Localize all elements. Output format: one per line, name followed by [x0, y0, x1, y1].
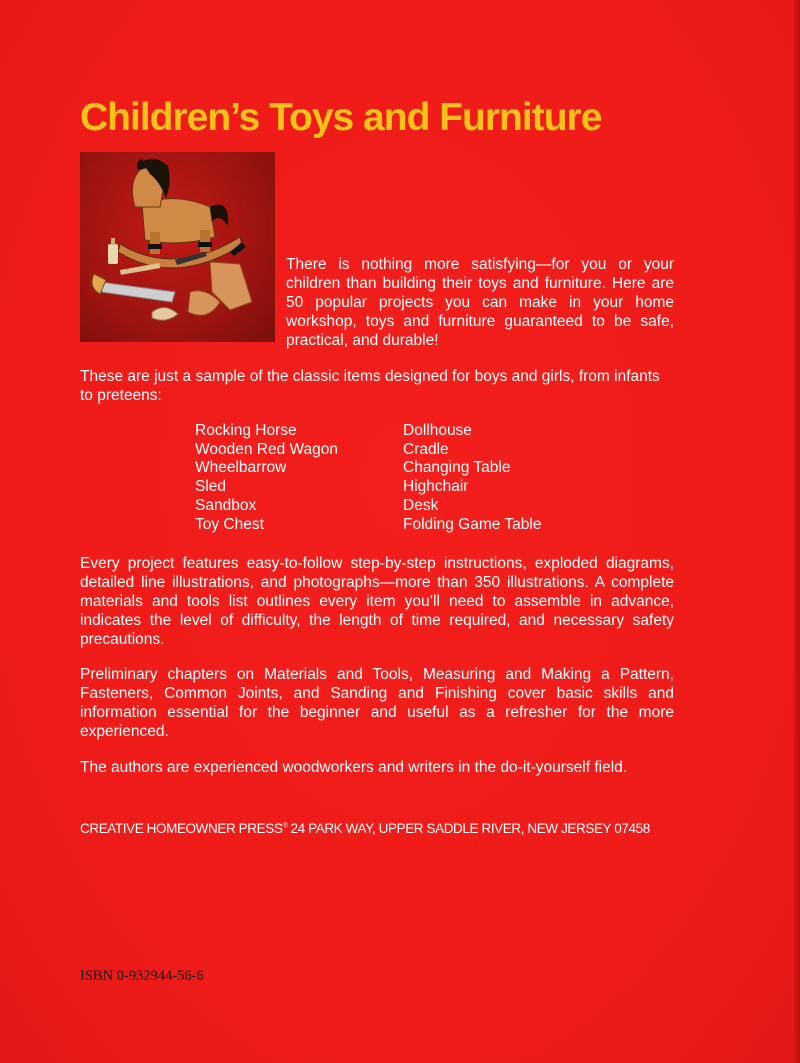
- sample-intro-paragraph: These are just a sample of the classic items designed for boys and girls, from infants to preteens:: [80, 368, 660, 404]
- list-item: Folding Game Table: [403, 515, 542, 533]
- project-list-left: [195, 422, 338, 534]
- list-item: Sled: [195, 478, 227, 496]
- list-item: Dollhouse: [403, 422, 472, 439]
- intro-paragraph: There is nothing more satisfying—for you or your children than building their toys and furniture. Here are 50 popular projects you can make in your home workshop, toys and furniture guaranteed to be safe, practical, and durable!: [286, 256, 674, 349]
- chapters-paragraph: Preliminary chapters on Materials and Tools, Measuring and Making a Pattern, Fasteners, Common Joints, and Sanding and Finishing cover basic skills and information essential for the beginner and useful as a refresher for the more experienced.: [80, 666, 674, 740]
- project-list-right: [403, 422, 541, 534]
- rocking-horse-illustration: [80, 152, 275, 342]
- isbn-number: ISBN 0-932944-56-6: [80, 968, 204, 984]
- list-item: Toy Chest: [195, 515, 264, 533]
- list-item: Desk: [403, 496, 439, 514]
- publisher-line: [80, 821, 650, 836]
- authors-paragraph: The authors are experienced woodworkers and writers in the do-it-yourself field.: [80, 759, 628, 776]
- list-item: Sandbox: [195, 496, 257, 514]
- features-paragraph: Every project features easy-to-follow step-by-step instructions, exploded diagrams, detailed line illustrations, and photographs—more than 350 illustrations. A complete materials and tools list outlines every item you’ll need to assemble in advance, indicates the level of difficulty, the length of time required, and necessary safety precautions.: [80, 555, 674, 648]
- cover-edge: [794, 0, 800, 1063]
- list-item: Wooden Red Wagon: [195, 440, 339, 458]
- publisher-address: 24 PARK WAY, UPPER SADDLE RIVER, NEW JERSEY 07458: [287, 821, 650, 836]
- list-item: Cradle: [403, 440, 449, 458]
- book-title: Children’s Toys and Furniture: [80, 96, 602, 139]
- list-item: Wheelbarrow: [195, 459, 287, 477]
- publisher-name: CREATIVE HOMEOWNER PRESS: [80, 821, 283, 836]
- list-item: Changing Table: [403, 459, 511, 477]
- rocking-horse-photo: [80, 152, 275, 342]
- list-item: Highchair: [403, 478, 469, 496]
- registered-mark: ®: [282, 822, 288, 830]
- list-item: Rocking Horse: [195, 422, 297, 439]
